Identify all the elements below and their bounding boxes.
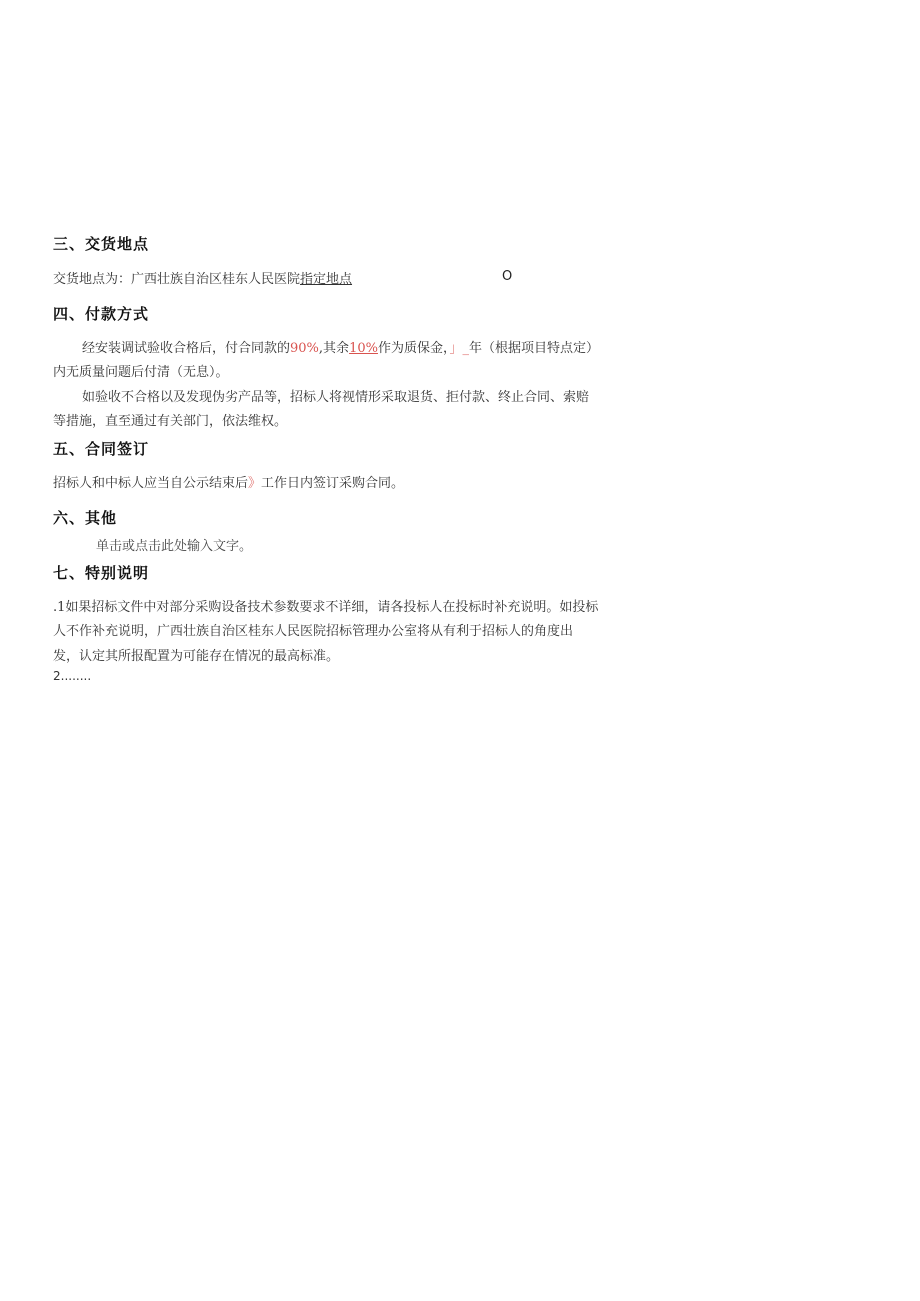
section-3-title: 三、交货地点 bbox=[53, 235, 150, 253]
special-note-line-1: .1如果招标文件中对部分采购设备技术参数要求不详细，请各投标人在投标时补充说明。如投标 bbox=[53, 600, 599, 615]
payment-text-c: 作为质保金， bbox=[377, 341, 450, 356]
special-note-line-3: 发，认定其所报配置为可能存在情况的最高标准。 bbox=[53, 649, 340, 664]
contract-text-a: 招标人和中标人应当自公示结束后 bbox=[53, 476, 249, 491]
section-5-title: 五、合同签订 bbox=[53, 440, 150, 458]
other-text-placeholder[interactable]: 单击或点击此处输入文字。 bbox=[96, 539, 253, 554]
special-note-line-4: 2........ bbox=[53, 669, 92, 683]
special-note-line-2: 人不作补充说明，广西壮族自治区桂东人民医院招标管理办公室将从有利于招标人的角度出 bbox=[53, 624, 574, 639]
delivery-location-line bbox=[53, 268, 352, 287]
payment-percent-90: 90% bbox=[290, 341, 319, 356]
delivery-location-prefix: 交货地点为：广西壮族自治区桂东人民医院 bbox=[53, 272, 301, 287]
payment-text-d: 年（根据项目特点定） bbox=[469, 341, 600, 356]
payment-text-b: ,其余 bbox=[318, 341, 350, 356]
payment-percent-10: 10% bbox=[349, 341, 378, 356]
payment-line-3: 如验收不合格以及发现伪劣产品等，招标人将视情形采取退货、拒付款、终止合同、索赔 bbox=[82, 390, 590, 405]
signing-days-field[interactable]: 》 bbox=[248, 476, 262, 491]
delivery-location-mark: O bbox=[502, 269, 513, 284]
contract-text-b: 工作日内签订采购合同。 bbox=[261, 476, 405, 491]
delivery-location-field[interactable]: 指定地点 bbox=[300, 272, 353, 287]
payment-line-2: 内无质量问题后付清（无息）。 bbox=[53, 365, 229, 380]
payment-line-1 bbox=[82, 337, 599, 356]
warranty-years-field[interactable]: 」_ bbox=[449, 341, 469, 356]
section-4-title: 四、付款方式 bbox=[53, 305, 150, 323]
section-7-title: 七、特别说明 bbox=[53, 564, 150, 582]
payment-line-4: 等措施，直至通过有关部门，依法维权。 bbox=[53, 414, 288, 429]
section-6-title: 六、其他 bbox=[53, 509, 118, 527]
contract-signing-line bbox=[53, 472, 404, 491]
payment-text-a: 经安装调试验收合格后，付合同款的 bbox=[82, 341, 291, 356]
